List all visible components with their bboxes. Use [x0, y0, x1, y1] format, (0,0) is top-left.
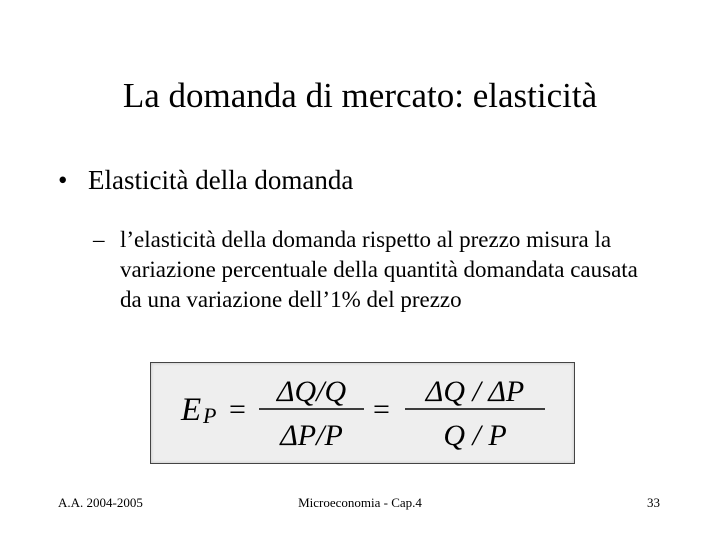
bullet-level-2-text: l’elasticità della domanda rispetto al prezzo misura la variazione percentuale della quantità domandata causata da una variazione dell’1% del prezzo — [120, 227, 638, 312]
fraction-1-numerator: ΔQ/Q — [276, 375, 347, 408]
bullet-level-1-text: Elasticità della domanda — [88, 165, 354, 195]
fraction-2-denominator: Q / P — [443, 419, 507, 452]
bullet-marker: • — [58, 165, 68, 195]
formula-lhs: E — [181, 392, 202, 428]
fraction-2-numerator: ΔQ / ΔP — [425, 375, 525, 408]
formula-lhs-subscript: P — [203, 403, 217, 428]
formula-equals-1: = — [229, 393, 246, 426]
slide-title: La domanda di mercato: elasticità — [122, 76, 598, 115]
formula-equals-2: = — [373, 393, 390, 426]
elasticity-formula — [151, 363, 574, 463]
footer-course-year: A.A. 2004-2005 — [58, 495, 143, 510]
dash-marker: – — [93, 227, 105, 252]
footer-chapter: Microeconomia - Cap.4 — [298, 495, 422, 510]
fraction-1-denominator: ΔP/P — [280, 419, 343, 452]
bullet-level-1 — [58, 163, 353, 197]
footer-page-number: 33 — [647, 495, 660, 510]
formula-box — [150, 362, 575, 464]
bullet-level-2 — [93, 225, 653, 315]
